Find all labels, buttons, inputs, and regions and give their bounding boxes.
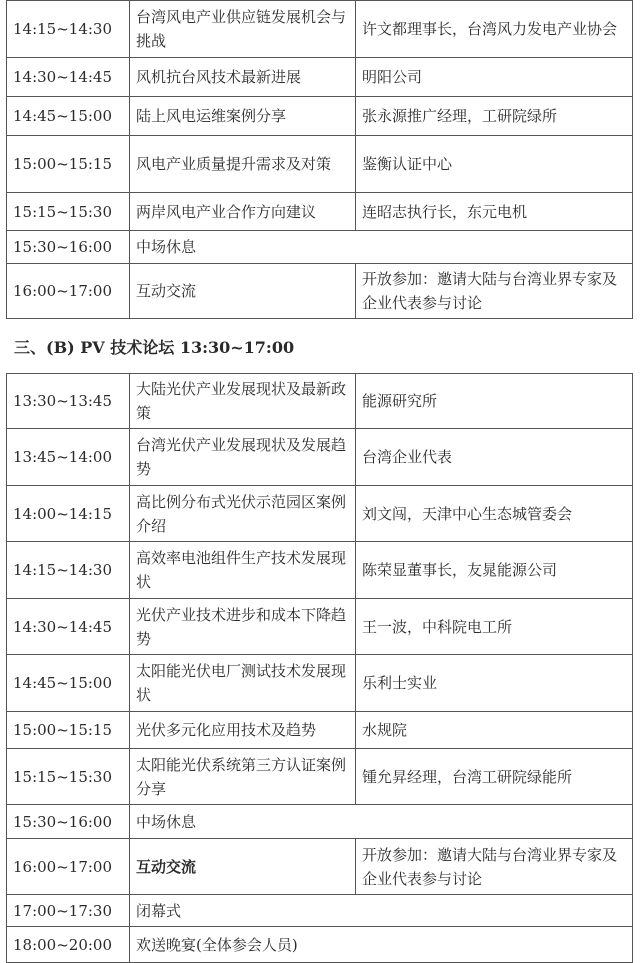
table-row bbox=[7, 97, 633, 136]
table-row bbox=[7, 749, 633, 805]
speaker-cell: 锺允昇经理，台湾工研院绿能所 bbox=[356, 749, 633, 805]
speaker-cell: 乐利士实业 bbox=[356, 655, 633, 712]
table-row bbox=[7, 231, 633, 264]
table-row bbox=[7, 193, 633, 231]
table-row bbox=[7, 374, 633, 429]
table-row bbox=[7, 839, 633, 895]
table-row bbox=[7, 486, 633, 542]
schedule-table-wind bbox=[6, 0, 633, 319]
table-row bbox=[7, 58, 633, 97]
table-row bbox=[7, 1, 633, 58]
topic-cell: 台湾风电产业供应链发展机会与挑战 bbox=[130, 1, 356, 58]
topic-cell: 风电产业质量提升需求及对策 bbox=[130, 136, 356, 193]
speaker-cell: 开放参加：邀请大陆与台湾业界专家及企业代表参与讨论 bbox=[356, 264, 633, 319]
table-row bbox=[7, 542, 633, 599]
speaker-cell: 陈荣显董事长，友晁能源公司 bbox=[356, 542, 633, 599]
time-cell: 13:45~14:00 bbox=[7, 429, 130, 486]
speaker-cell: 连昭志执行长，东元电机 bbox=[356, 193, 633, 231]
time-cell: 14:45~15:00 bbox=[7, 655, 130, 712]
speaker-cell: 许文都理事长，台湾风力发电产业协会 bbox=[356, 1, 633, 58]
time-cell: 15:30~16:00 bbox=[7, 231, 130, 264]
table-row bbox=[7, 712, 633, 749]
schedule-table-pv bbox=[6, 373, 633, 963]
speaker-cell: 王一波，中科院电工所 bbox=[356, 599, 633, 655]
time-cell: 14:15~14:30 bbox=[7, 542, 130, 599]
topic-cell: 欢送晚宴(全体参会人员) bbox=[130, 927, 633, 963]
topic-cell: 两岸风电产业合作方向建议 bbox=[130, 193, 356, 231]
topic-cell: 光伏多元化应用技术及趋势 bbox=[130, 712, 356, 749]
time-cell: 14:30~14:45 bbox=[7, 58, 130, 97]
topic-cell: 闭幕式 bbox=[130, 895, 633, 927]
table-row bbox=[7, 805, 633, 839]
speaker-cell: 台湾企业代表 bbox=[356, 429, 633, 486]
speaker-cell: 能源研究所 bbox=[356, 374, 633, 429]
topic-cell: 太阳能光伏系统第三方认证案例分享 bbox=[130, 749, 356, 805]
topic-cell: 中场休息 bbox=[130, 231, 633, 264]
time-cell: 17:00~17:30 bbox=[7, 895, 130, 927]
time-cell: 14:00~14:15 bbox=[7, 486, 130, 542]
topic-cell: 高比例分布式光伏示范园区案例介绍 bbox=[130, 486, 356, 542]
speaker-cell: 水规院 bbox=[356, 712, 633, 749]
time-cell: 15:00~15:15 bbox=[7, 136, 130, 193]
topic-cell: 光伏产业技术进步和成本下降趋势 bbox=[130, 599, 356, 655]
time-cell: 13:30~13:45 bbox=[7, 374, 130, 429]
time-cell: 15:30~16:00 bbox=[7, 805, 130, 839]
topic-cell: 互动交流 bbox=[130, 264, 356, 319]
table-row bbox=[7, 895, 633, 927]
speaker-cell: 鉴衡认证中心 bbox=[356, 136, 633, 193]
section-heading: 三、(B) PV 技术论坛 13:30~17:00 bbox=[14, 338, 295, 357]
time-cell: 15:15~15:30 bbox=[7, 193, 130, 231]
time-cell: 15:15~15:30 bbox=[7, 749, 130, 805]
topic-cell: 太阳能光伏电厂测试技术发展现状 bbox=[130, 655, 356, 712]
speaker-cell: 刘文闯，天津中心生态城管委会 bbox=[356, 486, 633, 542]
time-cell: 16:00~17:00 bbox=[7, 264, 130, 319]
table-row bbox=[7, 429, 633, 486]
topic-cell: 风机抗台风技术最新进展 bbox=[130, 58, 356, 97]
topic-cell: 高效率电池组件生产技术发展现状 bbox=[130, 542, 356, 599]
topic-cell: 陆上风电运维案例分享 bbox=[130, 97, 356, 136]
time-cell: 14:30~14:45 bbox=[7, 599, 130, 655]
speaker-cell: 张永源推广经理，工研院绿所 bbox=[356, 97, 633, 136]
time-cell: 18:00~20:00 bbox=[7, 927, 130, 963]
time-cell: 15:00~15:15 bbox=[7, 712, 130, 749]
table-row bbox=[7, 264, 633, 319]
speaker-cell: 明阳公司 bbox=[356, 58, 633, 97]
speaker-cell: 开放参加：邀请大陆与台湾业界专家及企业代表参与讨论 bbox=[356, 839, 633, 895]
topic-cell: 中场休息 bbox=[130, 805, 633, 839]
time-cell: 16:00~17:00 bbox=[7, 839, 130, 895]
table-row bbox=[7, 599, 633, 655]
topic-cell: 台湾光伏产业发展现状及发展趋势 bbox=[130, 429, 356, 486]
table-row bbox=[7, 655, 633, 712]
time-cell: 14:45~15:00 bbox=[7, 97, 130, 136]
topic-cell: 互动交流 bbox=[130, 839, 356, 895]
table-row bbox=[7, 136, 633, 193]
time-cell: 14:15~14:30 bbox=[7, 1, 130, 58]
table-row bbox=[7, 927, 633, 963]
topic-cell: 大陆光伏产业发展现状及最新政策 bbox=[130, 374, 356, 429]
